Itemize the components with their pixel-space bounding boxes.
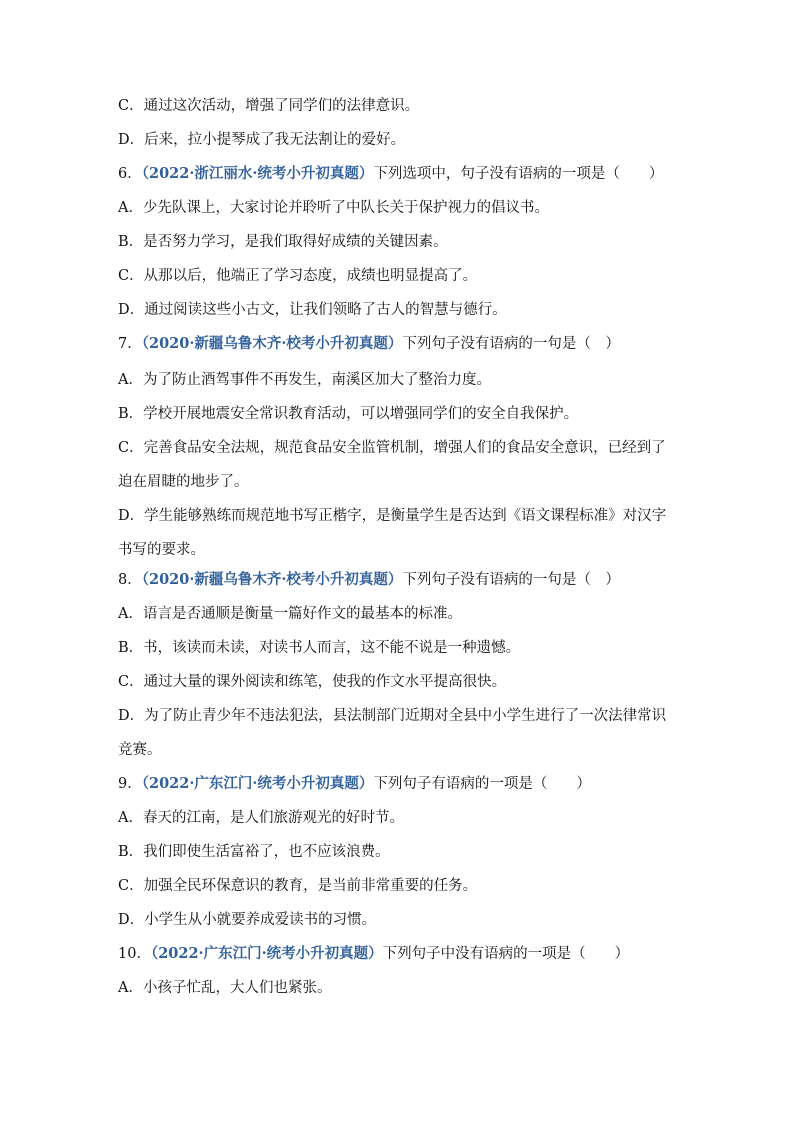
option-d-q7: D．学生能够熟练而规范地书写正楷字，是衡量学生是否达到《语文课程标准》对汉字书写的要求。 bbox=[118, 508, 667, 558]
option-d-q9: D．小学生从小就要养成爱读书的习惯。 bbox=[118, 912, 377, 928]
option-d-q5: D．后来，拉小提琴成了我无法割让的爱好。 bbox=[118, 132, 406, 148]
option-b-q8: B．书，该读而未读，对读书人而言，这不能不说是一种遗憾。 bbox=[118, 640, 521, 656]
option-d-q8: D．为了防止青少年不违法犯法，县法制部门近期对全县中小学生进行了一次法律常识竞赛。 bbox=[118, 708, 667, 758]
option-b-q9: B．我们即使生活富裕了，也不应该浪费。 bbox=[118, 844, 390, 860]
question-source: （2022·广东江门·统考小升初真题） bbox=[150, 945, 383, 962]
question-number: 6． bbox=[118, 166, 142, 182]
option-c-q5: C．通过这次活动，增强了同学们的法律意识。 bbox=[118, 98, 420, 114]
option-a-q10: A．小孩子忙乱，大人们也紧张。 bbox=[118, 980, 332, 996]
question-9 bbox=[118, 774, 678, 794]
option-b-q7: B．学校开展地震安全常识教育活动，可以增强同学们的安全自我保护。 bbox=[118, 406, 579, 422]
option-b-q6: B．是否努力学习，是我们取得好成绩的关键因素。 bbox=[118, 234, 448, 250]
option-c-q8: C．通过大量的课外阅读和练笔，使我的作文水平提高很快。 bbox=[118, 674, 507, 690]
question-source: （2020·新疆乌鲁木齐·校考小升初真题） bbox=[141, 335, 403, 352]
option-a-q6: A．少先队课上，大家讨论并聆听了中队长关于保护视力的倡议书。 bbox=[118, 200, 549, 216]
option-c-q9: C．加强全民环保意识的教育，是当前非常重要的任务。 bbox=[118, 878, 478, 894]
option-a-q7: A．为了防止酒驾事件不再发生，南溪区加大了整治力度。 bbox=[118, 372, 491, 388]
question-number: 7． bbox=[118, 336, 142, 352]
option-a-q9: A．春天的江南，是人们旅游观光的好时节。 bbox=[118, 810, 404, 826]
question-stem: 下列句子没有语病的一句是（ ） bbox=[402, 572, 620, 588]
question-source: （2020·新疆乌鲁木齐·校考小升初真题） bbox=[141, 571, 403, 588]
option-c-q6: C．从那以后，他端正了学习态度，成绩也明显提高了。 bbox=[118, 268, 478, 284]
option-c-q7: C．完善食品安全法规，规范食品安全监管机制，增强人们的食品安全意识，已经到了迫在眉睫的地步了。 bbox=[118, 440, 666, 490]
question-10 bbox=[118, 944, 678, 964]
question-6 bbox=[118, 164, 678, 184]
question-source: （2022·广东江门·统考小升初真题） bbox=[141, 775, 374, 792]
question-8 bbox=[118, 570, 678, 590]
question-stem: 下列选项中，句子没有语病的一项是（ ） bbox=[373, 166, 664, 182]
question-stem: 下列句子没有语病的一句是（ ） bbox=[402, 336, 620, 352]
question-stem: 下列句子有语病的一项是（ ） bbox=[373, 776, 591, 792]
question-source: （2022·浙江丽水·统考小升初真题） bbox=[141, 165, 374, 182]
question-stem: 下列句子中没有语病的一项是（ ） bbox=[382, 946, 630, 962]
question-number: 8． bbox=[118, 572, 142, 588]
question-7 bbox=[118, 334, 678, 354]
option-d-q6: D．通过阅读这些小古文，让我们领略了古人的智慧与德行。 bbox=[118, 302, 507, 318]
option-a-q8: A．语言是否通顺是衡量一篇好作文的最基本的标准。 bbox=[118, 606, 462, 622]
question-number: 9． bbox=[118, 776, 142, 792]
question-number: 10． bbox=[118, 946, 151, 962]
